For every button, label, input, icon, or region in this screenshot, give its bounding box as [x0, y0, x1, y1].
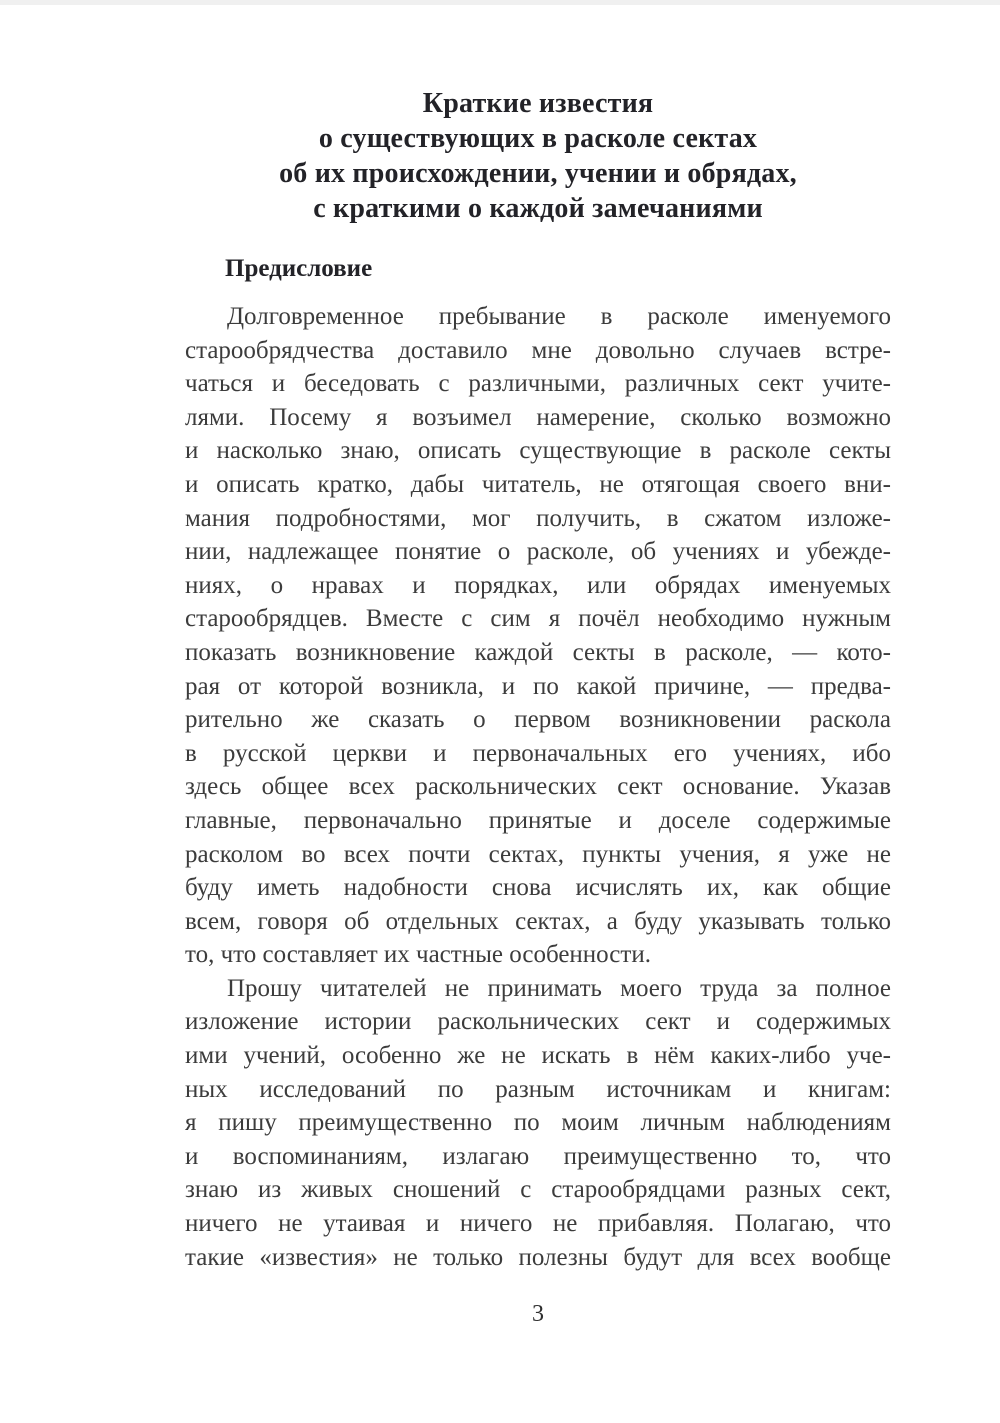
title-line: с краткими о каждой замечаниями [313, 193, 763, 224]
paragraph [185, 300, 891, 972]
body-line: то, что составляет их частные особенности. [185, 941, 651, 969]
title-line: об их происхождении, учении и обрядах, [279, 158, 797, 189]
body-line: расколом во всех почти сектах, пункты учения, я уже не [185, 840, 891, 868]
body-line: знаю из живых сношений с старообрядцами разных сект, [185, 1176, 891, 1204]
body-line: ничего не утаивая и ничего не прибавляя. Полагаю, что [185, 1210, 891, 1238]
body-line: ных исследований по разным источникам и книгам: [185, 1075, 891, 1103]
body-line: показать возникновение каждой секты в расколе, — кото- [185, 638, 891, 666]
title-line: Краткие известия [422, 88, 654, 119]
body-line: такие «известия» не только полезны будут для всех вообще [185, 1243, 891, 1271]
body-line: главные, первоначально принятые и доселе содержимые [185, 806, 891, 834]
paragraph [185, 972, 891, 1274]
body-line: ими учений, особенно же не искать в нём каких-либо уче- [185, 1042, 891, 1070]
body-line: и описать кратко, дабы читатель, не отягощая своего вни- [185, 470, 891, 498]
body-line: Прошу читателей не принимать моего труда за полное [227, 974, 891, 1002]
body-line: изложение истории раскольнических сект и содержимых [185, 1008, 891, 1036]
title-line: о существующих в расколе сектах [318, 123, 758, 154]
body-line: лями. Посему я возъимел намерение, сколько возможно [185, 403, 891, 431]
text-column [185, 86, 891, 1328]
body-line: я пишу преимущественно по моим личным наблюдениям [185, 1109, 891, 1137]
body-line: здесь общее всех раскольнических сект основание. Указав [185, 773, 891, 801]
book-title [185, 86, 891, 226]
section-heading: Предисловие [225, 255, 373, 282]
body-line: ниях, о нравах и порядках, или обрядах именуемых [185, 571, 891, 599]
body-line: мания подробностями, мог получить, в сжатом изложе- [185, 504, 891, 532]
body-line: нии, надлежащее понятие о расколе, об учениях и убежде- [185, 538, 891, 566]
top-strip [0, 0, 1000, 5]
body-line: Долговременное пребывание в расколе именуемого [227, 303, 891, 330]
body-line: старообрядчества доставило мне довольно случаев встре- [185, 336, 891, 364]
body-line: в русской церкви и первоначальных его учениях, ибо [185, 739, 891, 767]
body-line: рительно же сказать о первом возникновении раскола [185, 706, 891, 734]
body-line: и воспоминаниям, излагаю преимущественно то, что [185, 1142, 891, 1170]
body-line: рая от которой возникла, и по какой причине, — предва- [185, 672, 891, 700]
body-line: всем, говоря об отдельных сектах, а буду указывать только [185, 907, 891, 935]
body-line: буду иметь надобности снова исчислять их, как общие [185, 874, 891, 902]
body-line: чаться и беседовать с различными, различных сект учите- [185, 370, 891, 398]
body-line: старообрядцев. Вместе с сим я почёл необходимо нужным [185, 605, 891, 633]
page-number: 3 [532, 1301, 544, 1328]
body-line: и насколько знаю, описать существующие в расколе секты [185, 437, 891, 465]
